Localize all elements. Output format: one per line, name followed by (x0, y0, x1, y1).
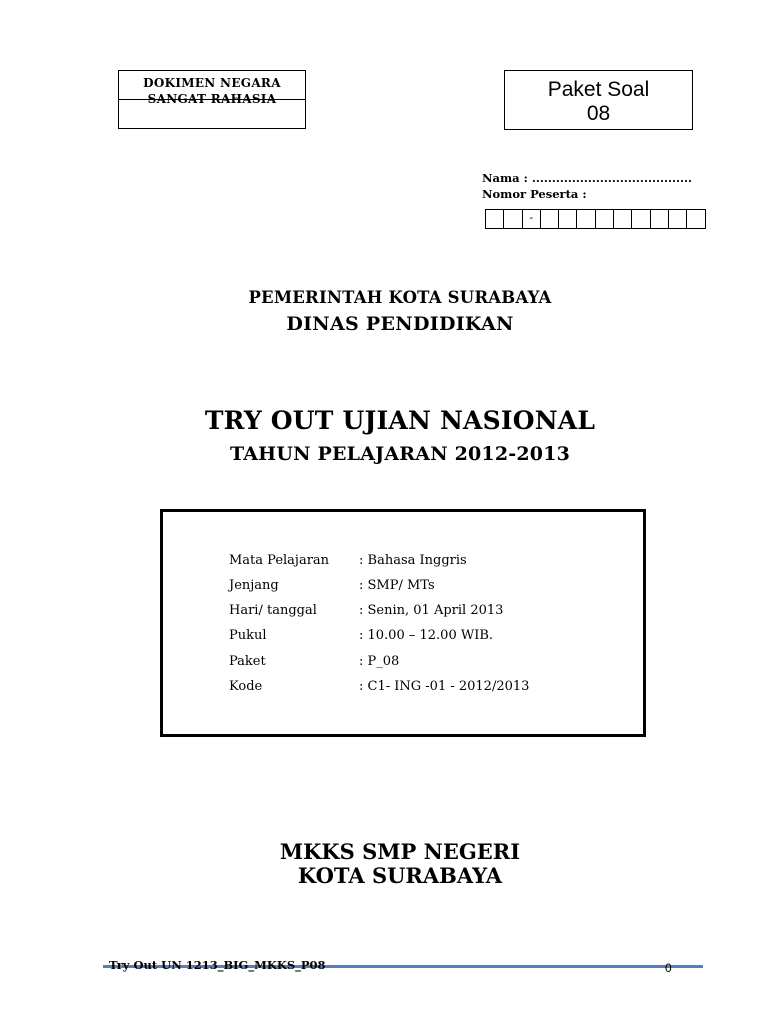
digit-cell[interactable] (559, 210, 577, 228)
info-value: : P_08 (359, 654, 400, 669)
paket-label: Paket Soal (547, 78, 650, 101)
digit-cell[interactable] (486, 210, 504, 228)
nomor-peserta-grid[interactable] (485, 209, 706, 229)
info-value: : Senin, 01 April 2013 (359, 603, 504, 618)
info-value: : 10.00 – 12.00 WIB. (359, 628, 494, 643)
digit-cell[interactable] (541, 210, 559, 228)
paket-box (504, 70, 693, 130)
classification-line-1: DOKIMEN NEGARA (143, 76, 281, 90)
digit-cell[interactable] (614, 210, 632, 228)
classification-line-2: SANGAT RAHASIA (147, 92, 277, 106)
digit-cell[interactable]: - (523, 210, 541, 228)
digit-cell[interactable] (669, 210, 687, 228)
nama-field[interactable]: Nama : ........................................ (482, 171, 692, 185)
academic-year: TAHUN PELAJARAN 2012-2013 (229, 443, 571, 465)
info-label: Pukul (229, 628, 267, 643)
department-heading: DINAS PENDIDIKAN (286, 313, 514, 335)
exam-info-box (160, 509, 646, 737)
footer-text: Try Out UN 1213_BIG_MKKS_P08 (109, 958, 326, 972)
digit-cell[interactable] (596, 210, 614, 228)
nomor-peserta-label: Nomor Peserta : (482, 187, 587, 201)
government-heading: PEMERINTAH KOTA SURABAYA (248, 288, 552, 307)
info-label: Kode (229, 679, 263, 694)
strikethrough-rule (119, 99, 305, 100)
info-label: Paket (229, 654, 266, 669)
page-number: 0 (665, 961, 672, 975)
digit-cell[interactable] (632, 210, 650, 228)
digit-cell[interactable] (504, 210, 522, 228)
organizer-line-1: MKKS SMP NEGERI (279, 839, 521, 864)
info-value: : C1- ING -01 - 2012/2013 (359, 679, 530, 694)
info-value: : SMP/ MTs (359, 578, 435, 593)
organizer-line-2: KOTA SURABAYA (297, 863, 503, 888)
digit-cell[interactable] (687, 210, 705, 228)
digit-cell[interactable] (577, 210, 595, 228)
info-label: Hari/ tanggal (229, 603, 317, 618)
classification-box (118, 70, 306, 129)
paket-number: 08 (586, 102, 611, 125)
info-label: Mata Pelajaran (229, 553, 330, 568)
digit-cell[interactable] (651, 210, 669, 228)
info-value: : Bahasa Inggris (359, 553, 467, 568)
info-label: Jenjang (229, 578, 279, 593)
page-title: TRY OUT UJIAN NASIONAL (204, 406, 596, 435)
